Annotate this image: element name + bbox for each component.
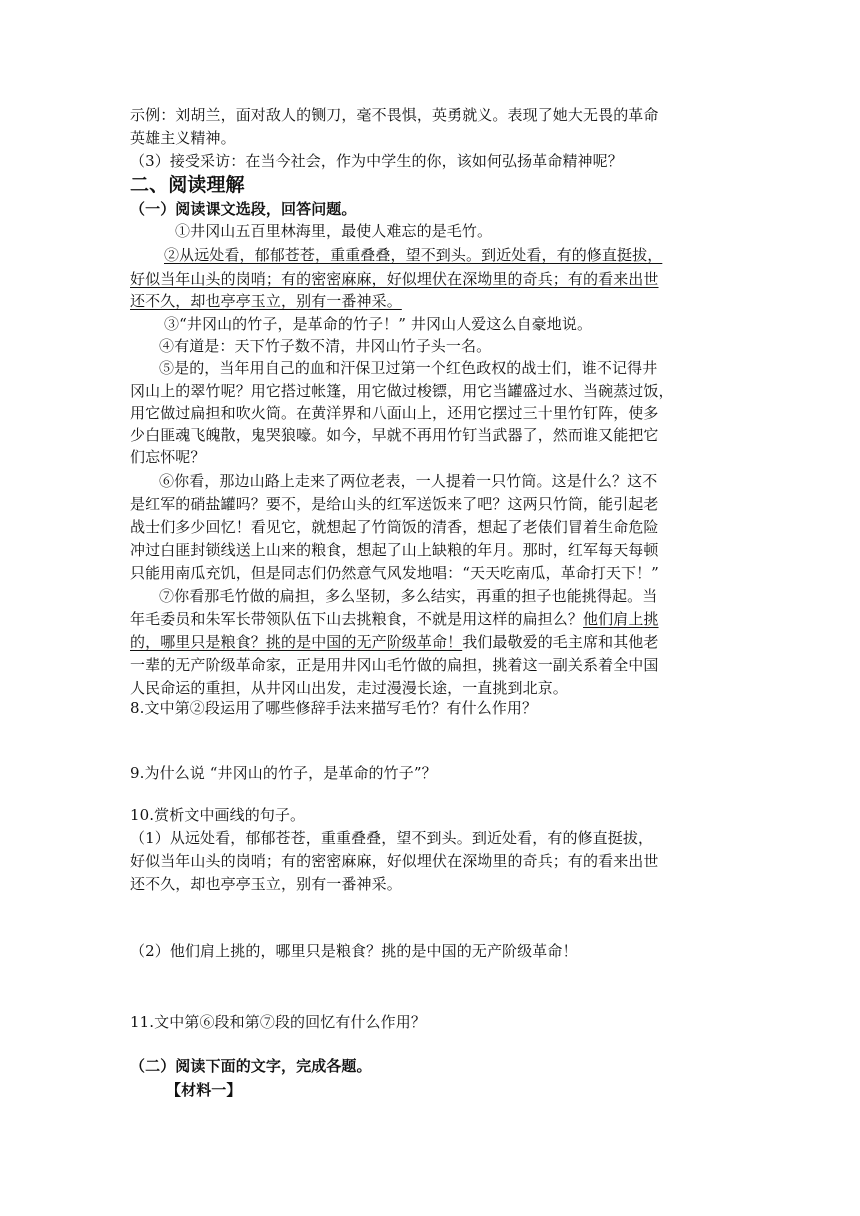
paragraph-5-line-5: 们忘怀呢？ <box>130 448 206 466</box>
paragraph-1: ①井冈山五百里林海里，最使人难忘的是毛竹。 <box>175 222 493 240</box>
underlined-sentence-part-2: 的，哪里只是粮食？挑的是中国的无产阶级革命！ <box>130 633 463 651</box>
paragraph-7-line-2-text: 年毛委员和朱军长带领队伍下山去挑粮食，不就是用这样的扁担么？ <box>130 610 584 628</box>
paragraph-7-line-3 <box>130 631 730 653</box>
question-10-sub-1-line-3: 还不久，却也亭亭玉立，别有一番神采。 <box>130 875 402 893</box>
question-9: 9.为什么说 “井冈山的竹子，是革命的竹子”？ <box>130 764 437 782</box>
paragraph-6-line-5: 只能用南瓜充饥，但是同志们仍然意气风发地唱：“天天吃南瓜，革命打天下！” <box>130 564 659 582</box>
paragraph-6-line-2: 是红军的硝盐罐吗？要不，是给山头的红军送饭来了吧？这两只竹筒，能引起老 <box>130 495 659 513</box>
paragraph-5-line-2: 冈山上的翠竹呢？用它搭过帐篷，用它做过梭镖，用它当罐盛过水、当碗蒸过饭， <box>130 382 674 400</box>
paragraph-7-line-5: 人民命运的重担，从井冈山出发，走过漫漫长途，一直挑到北京。 <box>130 679 568 697</box>
paragraph-2-line-1: ②从远处看，郁郁苍苍，重重叠叠，望不到头。到近处看，有的修直挺拔， <box>164 246 663 264</box>
section-title-reading: 二、阅读理解 <box>130 174 245 196</box>
paragraph-7-line-4: 一辈的无产阶级革命家，正是用井冈山毛竹做的扁担，挑着这一副关系着全中国 <box>130 656 659 674</box>
paragraph-4: ④有道是：天下竹子数不清，井冈山竹子头一名。 <box>159 337 492 355</box>
example-line-1: 示例：刘胡兰，面对敌人的铡刀，毫不畏惧，英勇就义。表现了她大无畏的革命 <box>130 106 659 124</box>
question-10-sub-2: （2）他们肩上挑的，哪里只是粮食？挑的是中国的无产阶级革命！ <box>130 942 578 960</box>
subsection-title-1: （一）阅读课文选段，回答问题。 <box>130 200 357 218</box>
question-8: 8.文中第②段运用了哪些修辞手法来描写毛竹？有什么作用？ <box>130 699 538 717</box>
paragraph-3: ③“井冈山的竹子，是革命的竹子！” 井冈山人爱这么自豪地说。 <box>164 315 593 333</box>
paragraph-5-line-1: ⑤是的，当年用自己的血和汗保卫过第一个红色政权的战士们，谁不记得井 <box>159 359 658 377</box>
question-11: 11.文中第⑥段和第⑦段的回忆有什么作用？ <box>130 1013 426 1031</box>
question-10: 10.赏析文中画线的句子。 <box>130 806 306 824</box>
example-line-2: 英雄主义精神。 <box>130 129 236 147</box>
paragraph-7-line-2 <box>130 608 730 630</box>
paragraph-2-line-3: 还不久，却也亭亭玉立，别有一番神采。 <box>130 292 402 310</box>
paragraph-2-line-2: 好似当年山头的岗哨；有的密密麻麻，好似埋伏在深坳里的奇兵；有的看来出世 <box>130 270 659 288</box>
question-3-interview: （3）接受采访：在当今社会，作为中学生的你，该如何弘扬革命精神呢？ <box>130 152 623 170</box>
paragraph-7-line-1: ⑦你看那毛竹做的扁担，多么坚韧，多么结实，再重的担子也能挑得起。当 <box>159 587 658 605</box>
underlined-sentence-part-1: 他们肩上挑 <box>583 610 659 628</box>
question-10-sub-1-line-2: 好似当年山头的岗哨；有的密密麻麻，好似埋伏在深坳里的奇兵；有的看来出世 <box>130 852 659 870</box>
paragraph-5-line-3: 用它做过扁担和吹火筒。在黄洋界和八面山上，还用它摆过三十里竹钉阵，使多 <box>130 404 659 422</box>
material-1-label: 【材料一】 <box>166 1081 242 1099</box>
question-10-sub-1-line-1: （1）从远处看，郁郁苍苍，重重叠叠，望不到头。到近处看，有的修直挺拔， <box>130 829 654 847</box>
paragraph-6-line-1: ⑥你看，那边山路上走来了两位老表，一人提着一只竹筒。这是什么？这不 <box>159 472 658 490</box>
paragraph-5-line-4: 少白匪魂飞魄散，鬼哭狼嚎。如今，早就不再用竹钉当武器了，然而谁又能把它 <box>130 426 659 444</box>
paragraph-7-line-3-text: 我们最敬爱的毛主席和其他老 <box>462 633 659 651</box>
paragraph-6-line-3: 战士们多少回忆！看见它，就想起了竹筒饭的清香，想起了老俵们冒着生命危险 <box>130 518 659 536</box>
paragraph-6-line-4: 冲过白匪封锁线送上山来的粮食，想起了山上缺粮的年月。那时，红军每天每顿 <box>130 541 659 559</box>
subsection-title-2: （二）阅读下面的文字，完成各题。 <box>130 1057 372 1075</box>
